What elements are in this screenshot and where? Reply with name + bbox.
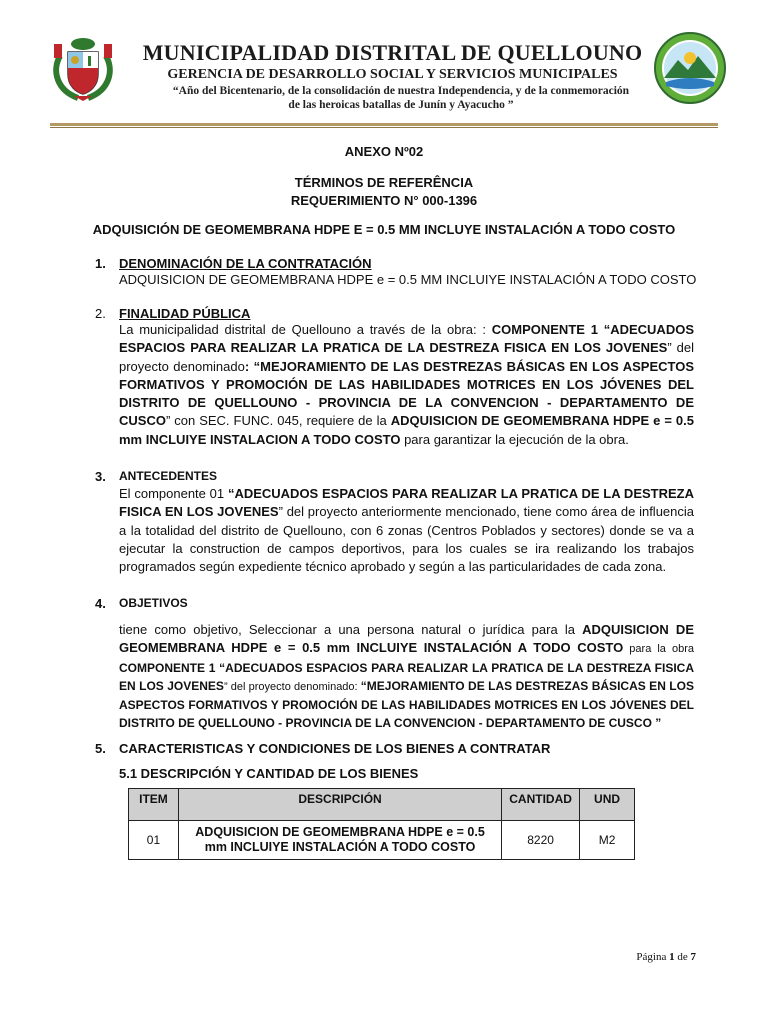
section-4-body: tiene como objetivo, Seleccionar a una persona natural o jurídica para la ADQUISICION DE GEOMEMBRANA HDPE e = 0.5 mm INCLUIYE INSTALACIÓN A TODO COSTO para la obra COMPONENTE 1 “ADECUADOS ESPACIOS PARA REALIZAR LA PRATICA DE LA DESTREZA FISICA EN LOS JOVENES” del proyecto denominado: “MEJORAMIENTO DE LAS DESTREZAS BÁSICAS EN LOS ASPECTOS FORMATIVOS Y PROMOCIÓN DE LAS HABILIDADES MOTRICES EN LOS JÓVENES DEL DISTRITO DE QUELLOUNO - PROVINCIA DE LA CONVENCION - DEPARTAMENTO DE CUSCO ” bbox=[119, 622, 695, 731]
cell-quantity: 8220 bbox=[502, 821, 580, 860]
column-header-unit: UND bbox=[580, 789, 635, 821]
table-header-row bbox=[129, 789, 635, 821]
column-header-description: DESCRIPCIÓN bbox=[178, 789, 501, 821]
institution-title: MUNICIPALIDAD DISTRITAL DE QUELLOUNO bbox=[142, 40, 643, 65]
year-motto-line-2: de las heroicas batallas de Junín y Ayacucho ” bbox=[288, 99, 514, 111]
section-1-body: ADQUISICION DE GEOMEMBRANA HDPE e = 0.5 MM INCLUIYE INSTALACIÓN A TODO COSTO bbox=[119, 272, 697, 287]
goods-table bbox=[128, 788, 635, 860]
year-motto-line-1: “Año del Bicentenario, de la consolidación de nuestra Independencia, y de la conmemoración bbox=[172, 85, 630, 97]
year-motto bbox=[120, 84, 682, 112]
section-3-body: El componente 01 “ADECUADOS ESPACIOS PARA REALIZAR LA PRATICA DE LA DESTREZA FISICA EN LOS JOVENES” del proyecto anteriormente mencionado, tiene como área de influencia a la totalidad del distrito de Quellouno, con 6 zonas (Centros Poblados y sectores) donde se va a ejecutar la construction de campos deportivos, para los cuales se ira realizando los trabajos programados según expediente técnico aprobado y según a las particularidades de cada zona. bbox=[119, 486, 694, 575]
document-subject: ADQUISICIÓN DE GEOMEMBRANA HDPE E = 0.5 MM INCLUYE INSTALACIÓN A TODO COSTO bbox=[92, 222, 676, 237]
section-5-heading: CARACTERISTICAS Y CONDICIONES DE LOS BIENES A CONTRATAR bbox=[119, 741, 551, 756]
section-4-heading: OBJETIVOS bbox=[119, 596, 188, 610]
header-divider bbox=[50, 123, 718, 126]
section-1-heading: DENOMINACIÓN DE LA CONTRATACIÓN bbox=[119, 256, 372, 271]
terms-of-reference-title: TÉRMINOS DE REFERÊNCIA bbox=[294, 175, 474, 190]
table-row bbox=[129, 821, 635, 860]
section-1-number: 1. bbox=[95, 256, 106, 271]
section-2-heading: FINALIDAD PÚBLICA bbox=[119, 306, 251, 321]
column-header-quantity: CANTIDAD bbox=[502, 789, 580, 821]
section-3-number: 3. bbox=[95, 469, 106, 484]
section-4-number: 4. bbox=[95, 596, 106, 611]
section-2-number: 2. bbox=[95, 306, 106, 321]
section-5-number: 5. bbox=[95, 741, 106, 756]
cell-item: 01 bbox=[129, 821, 179, 860]
header-divider-thin bbox=[50, 127, 718, 128]
annex-title: ANEXO Nº02 bbox=[344, 144, 424, 159]
cell-unit: M2 bbox=[580, 821, 635, 860]
column-header-item: ITEM bbox=[129, 789, 179, 821]
requirement-number: REQUERIMIENTO N° 000-1396 bbox=[290, 193, 478, 208]
peru-coat-of-arms-icon bbox=[48, 34, 118, 102]
page-number: Página 1 de 7 bbox=[636, 951, 696, 963]
section-2-body: La municipalidad distrital de Quellouno a través de la obra: : COMPONENTE 1 “ADECUADOS ESPACIOS PARA REALIZAR LA PRATICA DE LA DESTREZA FISICA EN LOS JOVENES” del proyecto denominado: “MEJORAMIENTO DE LAS DESTREZAS BÁSICAS EN LOS ASPECTOS FORMATIVOS Y PROMOCIÓN DE LAS HABILIDADES MOTRICES EN LOS JÓVENES DEL DISTRITO DE QUELLOUNO - PROVINCIA DE LA CONVENCION - DEPARTAMENTO DE CUSCO” con SEC. FUNC. 045, requiere de la ADQUISICION DE GEOMEMBRANA HDPE e = 0.5 mm INCLUIYE INSTALACION A TODO COSTO para garantizar la ejecución de la obra. bbox=[119, 322, 694, 447]
section-3-heading: ANTECEDENTES bbox=[119, 469, 218, 483]
cell-description: ADQUISICION DE GEOMEMBRANA HDPE e = 0.5 mm INCLUIYE INSTALACIÓN A TODO COSTO bbox=[178, 821, 501, 860]
section-5-1-heading: 5.1 DESCRIPCIÓN Y CANTIDAD DE LOS BIENES bbox=[119, 766, 419, 781]
department-subtitle: GERENCIA DE DESARROLLO SOCIAL Y SERVICIOS MUNICIPALES bbox=[167, 67, 618, 82]
